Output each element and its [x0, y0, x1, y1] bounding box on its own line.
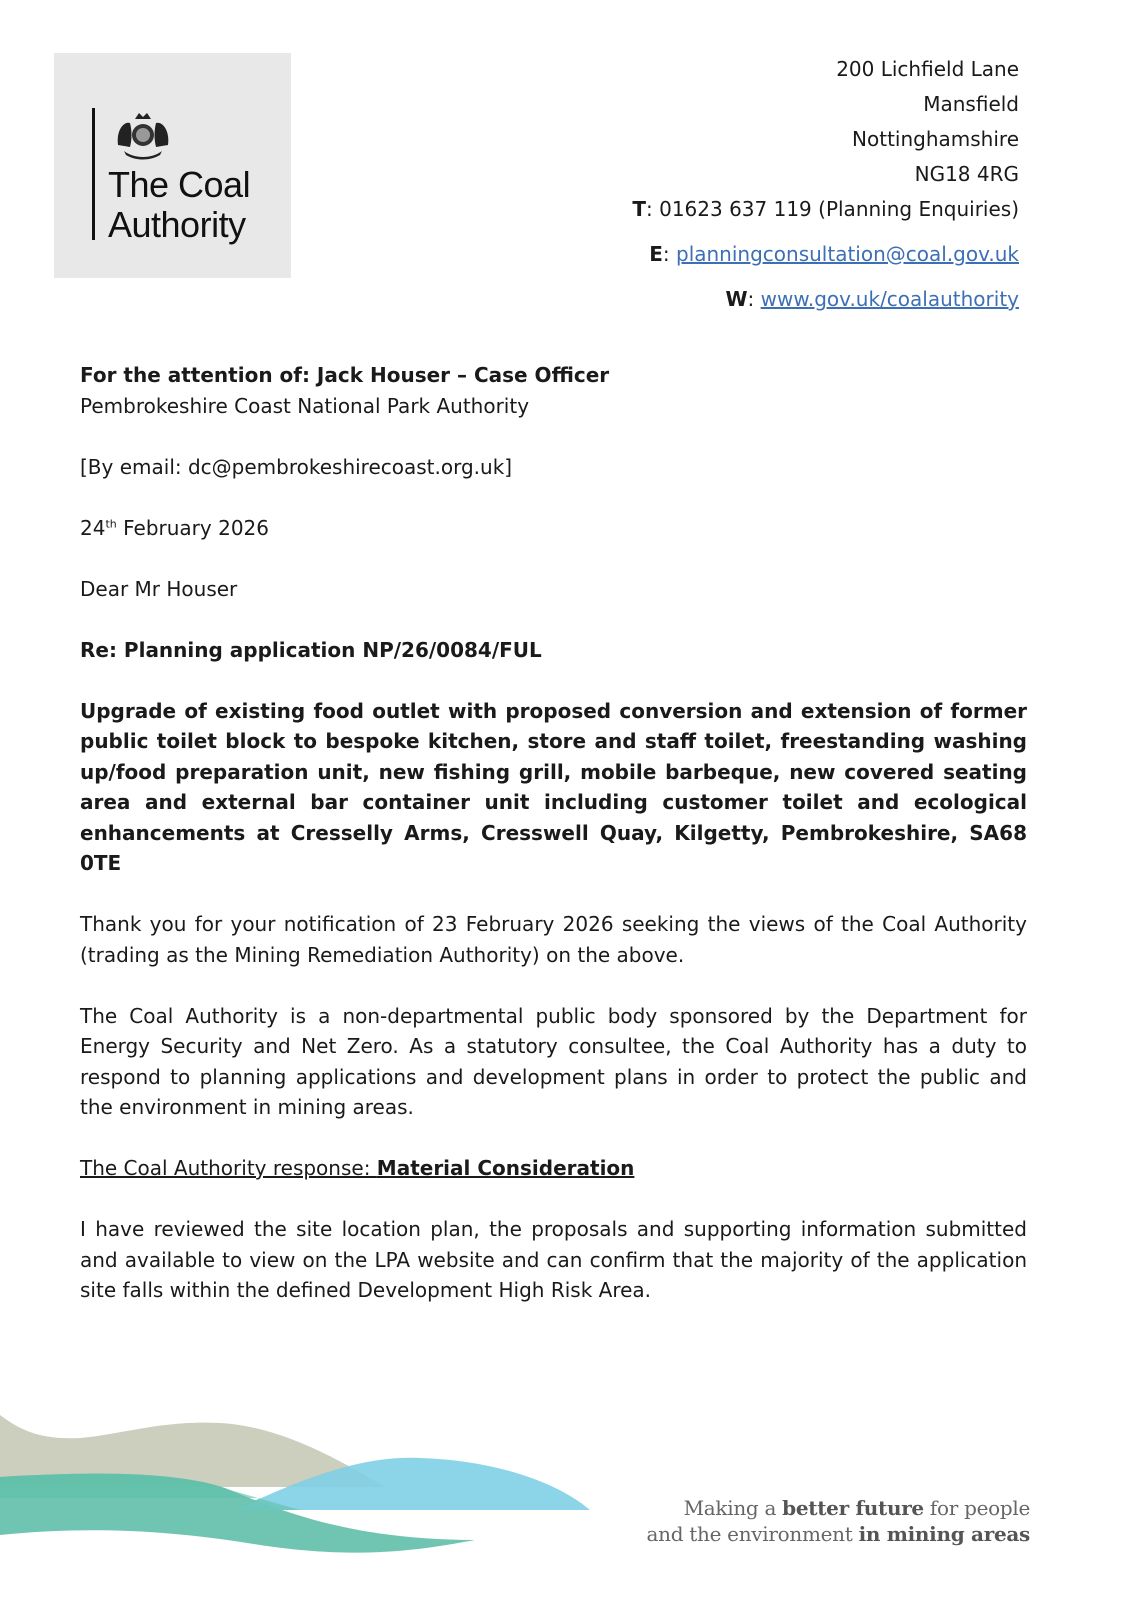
date-day: 24	[80, 515, 106, 540]
logo-divider	[92, 108, 95, 240]
address-line: 200 Lichfield Lane	[836, 57, 1019, 81]
royal-crest-icon	[110, 105, 176, 161]
date-suffix: th	[105, 516, 117, 530]
sender-address	[632, 52, 1019, 317]
coal-authority-logo	[54, 53, 291, 278]
paragraph-notification: Thank you for your notification of 23 February 2026 seeking the views of the Coal Authority (trading as the Mining Remediation Authority) on the above.	[80, 912, 1027, 967]
email-line: E: planningconsultation@coal.gov.uk	[649, 242, 1019, 266]
address-line: Mansfield	[923, 92, 1019, 116]
proposal-description: Upgrade of existing food outlet with proposed conversion and extension of former public toilet block to bespoke kitchen, store and staff toilet, freestanding washing up/food preparation unit, new fishing grill, mobile barbeque, new covered seating area and external bar container unit including customer toilet and ecological enhancements at Cresselly Arms, Cresswell Quay, Kilgetty, Pembrokeshire, SA68 0TE	[80, 698, 1027, 875]
web-line: W: www.gov.uk/coalauthority	[725, 287, 1019, 311]
logo-line-2: Authority	[108, 204, 246, 245]
re-line: Re: Planning application NP/26/0084/FUL	[80, 637, 542, 662]
response-label: The Coal Authority response:	[80, 1156, 377, 1180]
address-line: Nottinghamshire	[852, 127, 1019, 151]
by-email-line: [By email: dc@pembrokeshirecoast.org.uk]	[80, 454, 513, 479]
letter-body	[80, 360, 1027, 1336]
tagline-bold: better future	[782, 1496, 924, 1520]
phone-line: T: 01623 637 119 (Planning Enquiries)	[632, 197, 1019, 221]
tagline-bold: in mining areas	[858, 1522, 1030, 1546]
website-link[interactable]: www.gov.uk/coalauthority	[760, 287, 1019, 311]
address-line: NG18 4RG	[914, 162, 1019, 186]
phone-number: 01623 637 119 (Planning Enquiries)	[659, 197, 1019, 221]
tagline-text: and the environment	[646, 1522, 859, 1546]
paragraph-review: I have reviewed the site location plan, the proposals and supporting information submitted and available to view on the LPA website and can confirm that the majority of the application site falls within the defined Development High Risk Area.	[80, 1217, 1027, 1302]
date-month-year: February 2026	[116, 515, 269, 540]
email-label: E	[649, 242, 663, 266]
email-link[interactable]: planningconsultation@coal.gov.uk	[676, 242, 1019, 266]
footer-tagline	[600, 1495, 1030, 1547]
footer-waves-graphic	[0, 1400, 640, 1570]
tagline-text: for people	[923, 1496, 1030, 1520]
phone-label: T	[632, 197, 646, 221]
tagline-text: Making a	[683, 1496, 783, 1520]
paragraph-about: The Coal Authority is a non-departmental public body sponsored by the Department for Energy Security and Net Zero. As a statutory consultee, the Coal Authority has a duty to respond to planning applications and development plans in order to protect the public and the environment in mining areas.	[80, 1003, 1027, 1119]
response-value: Material Consideration	[376, 1156, 635, 1180]
salutation: Dear Mr Houser	[80, 576, 238, 601]
response-heading	[80, 1153, 1027, 1184]
logo-text	[108, 165, 250, 245]
attention-line: For the attention of: Jack Houser – Case Officer	[80, 363, 610, 387]
recipient-organisation: Pembrokeshire Coast National Park Authority	[80, 393, 530, 418]
letter-date	[80, 513, 1027, 544]
logo-line-1: The Coal	[108, 164, 251, 205]
web-label: W	[725, 287, 748, 311]
